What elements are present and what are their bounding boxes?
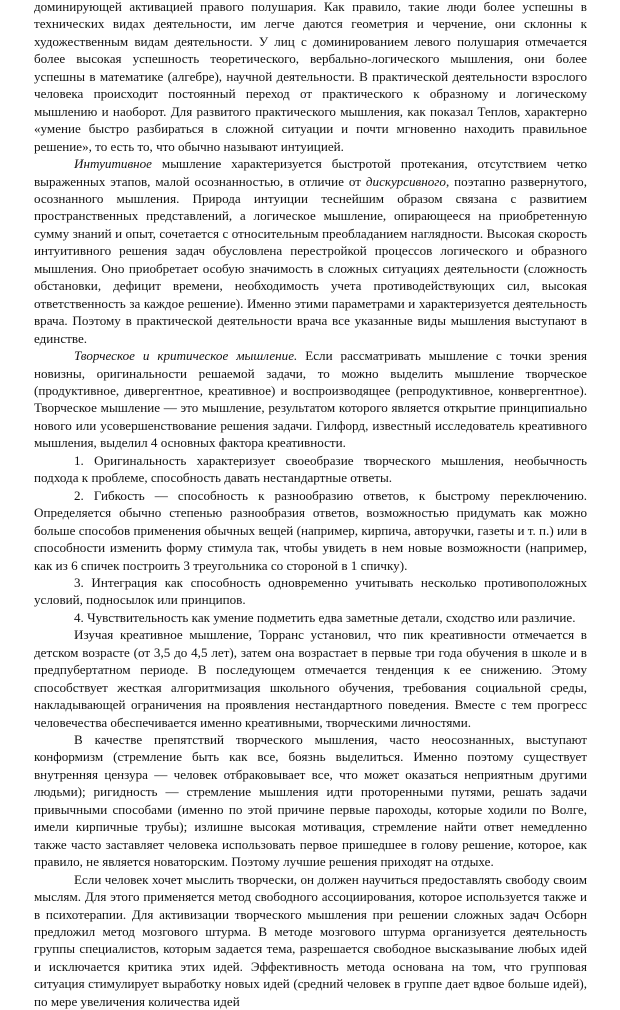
text-run: 1. Оригинальность характеризует своеобразие творческого мышления, необычность подхода к проблеме, способность давать нестандартные ответы. xyxy=(34,452,587,486)
text-run: 2. Гибкость — способность к разнообразию ответов, к быстрому переключению. Определяется обычно степенью разнообразия ответов, возможностью придумать как можно больше способов применения обычных вещей (например, кирпича, авторучки, газеты и т. п.) или в способности изменить форму стимула так, чтобы увидеть в нем новые возможности (например, как из 6 спичек построить 3 треугольника со стороной в 1 спичку). xyxy=(34,487,587,573)
paragraph-creative-thinking xyxy=(34,347,587,452)
text-run: Изучая креативное мышление, Торранс установил, что пик креативности отмечается в детском возрасте (от 3,5 до 4,5 лет), затем она возрастает в первые три года обучения в школе и в предпубертатном периоде. В последующем отмечается тенденция к ее снижению. Этому способствует жесткая алгоритмизация школьного обучения, требования социальной среды, накладывающей ограничения на проявления нестандартного поведения. Вместе с тем прогресс человечества обеспечивается именно креативными, творческими личностями. xyxy=(34,627,587,730)
paragraph-hemispheres xyxy=(34,0,587,155)
paragraph-obstacles xyxy=(34,731,587,871)
text-run: Если человек хочет мыслить творчески, он должен научиться предоставлять свободу своим мыслям. Для этого применяется метод свободного ассоциирования, которое используется также и в психотерапии. Для активизации творческого мышления при решении сложных задач Осборн предложил метод мозгового штурма. В методе мозгового штурма организуется деятельность группы специалистов, которым задается тема, разрешается свободное высказывание любых идей и исключается критика этих идей. Эффективность метода основана на том, что групповая ситуация стимулирует выработку новых идей (средний человек в группе дает вдвое больше идей), по мере увеличения количества идей xyxy=(34,871,587,1009)
list-item-integration xyxy=(34,574,587,609)
text-run: мышление характеризуется быстротой протекания, отсутствием четко выраженных этапов, малой осознанностью, в отличие от xyxy=(34,156,587,189)
list-item-flexibility xyxy=(34,487,587,574)
term-intuitive: Интуитивное xyxy=(74,156,152,172)
list-item-originality xyxy=(34,452,587,487)
document-page xyxy=(34,0,587,1010)
text-run: доминирующей активацией правого полушария. Как правило, такие люди более успешны в технических видах деятельности, им легче даются геометрия и черчение, они склонны к художественным видам деятельности. У лиц с доминированием левого полушария отмечается более высокая успешность теоретического, вербально-логического мышления, они более успешны в математике (алгебре), научной деятельности. В практической деятельности взрослого человека происходит постоянный переход от практического к образному и логическому мышлению и наоборот. Для развитого практического мышления, как показал Теплов, характерно «умение быстро разбираться в сложной ситуации и почти мгновенно находить правильное решение», то есть то, что обычно называют интуицией. xyxy=(34,0,587,154)
text-run: 4. Чувствительность как умение подметить едва заметные детали, сходство или различие. xyxy=(74,609,576,625)
list-item-sensitivity xyxy=(34,609,587,626)
paragraph-torrance xyxy=(34,626,587,731)
paragraph-brainstorming xyxy=(34,871,587,1010)
text-run: , поэтапно развернутого, осознанного мышления. Природа интуиции теснейшим образом связана с развитием пространственных представлений, а логическое мышление, опирающееся на приобретенную сумму знаний и опыт, сочетается с относительным преобладанием наглядности. Высокая скорость интуитивного решения задач обусловлена перестройкой процессов логического и образного мышления. Оно приобретает особую значимость в сложных ситуациях деятельности (сложность обстановки, дефицит времени, необходимость учета противодействующих сил, высокая ответственность за каждое решение). Именно этими параметрами и характеризуется деятельность врача. Поэтому в практической деятельности врача все указанные виды мышления выступают в единстве. xyxy=(34,173,588,346)
text-run: В качестве препятствий творческого мышления, часто неосознанных, выступают конформизм (стремление быть как все, боязнь выделиться. Именно поэтому существует внутренняя цензура — человек отбраковывает все, что может оказаться неприятным другими людьми); ригидность — стремление мышления идти проторенными путями, решать задачи привычными способами (именно по этой причине первые пароходы, которые ходили по Волге, имели кирпичные трубы); излишне высокая мотивация, стремление найти ответ немедленно также часто заставляет человека использовать первое пришедшее в голову решение, которое, как правило, не является новаторским. Поэтому лучшие решения приходят на отдыхе. xyxy=(34,732,587,870)
paragraph-intuitive-thinking xyxy=(34,155,587,347)
term-creative-critical: Творческое и критическое мышление. xyxy=(74,348,298,364)
text-run: 3. Интеграция как способность одновременно учитывать несколько противоположных условий, подносылок или принципов. xyxy=(34,574,587,608)
term-discursive: дискурсивного xyxy=(365,173,446,189)
text-run: Если рассматривать мышление с точки зрения новизны, оригинальности решаемой задачи, то можно выделить мышление творческое (продуктивное, дивергентное, креативное) и воспроизводящее (репродуктивное, конвергентное). Творческое мышление — это мышление, результатом которого является открытие принципиально нового или усовершенствование решения задачи. Гилфорд, известный исследователь креативного мышления, выделил 4 основных фактора креативности. xyxy=(34,348,588,451)
